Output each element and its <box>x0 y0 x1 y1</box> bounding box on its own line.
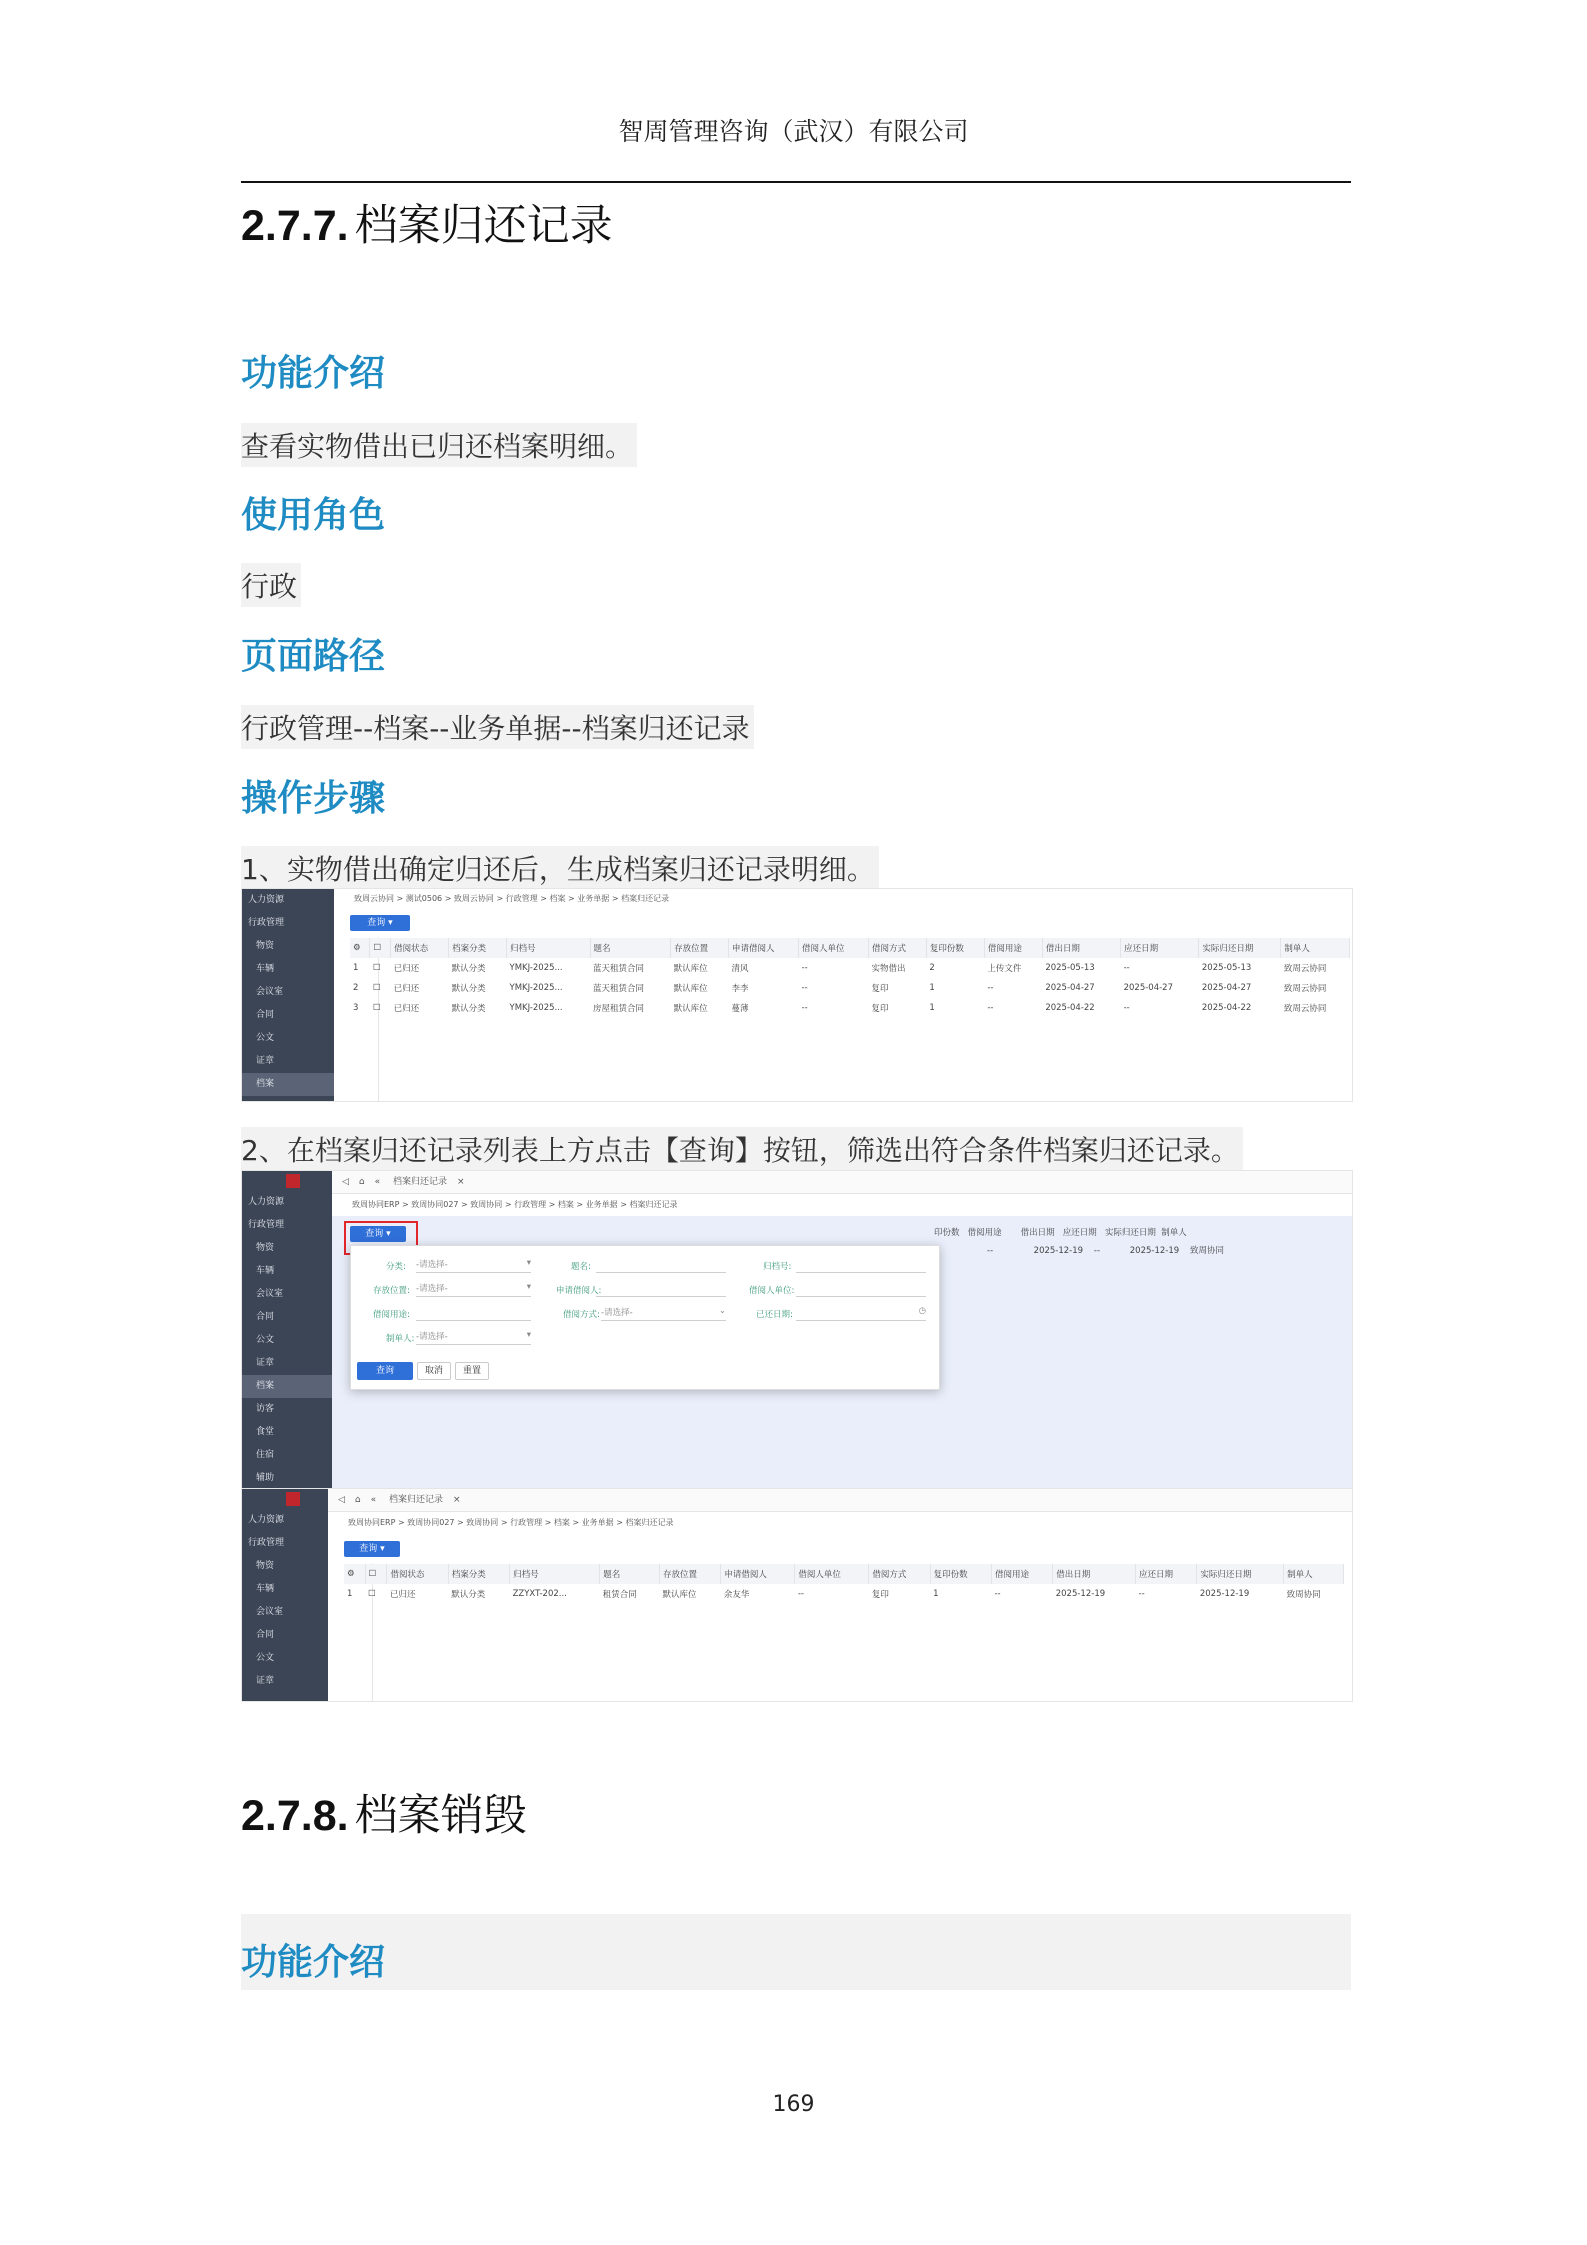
data-table <box>344 1564 1344 1604</box>
sidebar-item-document[interactable]: 公文 <box>256 1033 275 1043</box>
cell: 致周协同 <box>1189 1246 1224 1256</box>
col-header[interactable]: 档案分类 <box>449 938 507 958</box>
col-header[interactable]: 借阅用途 <box>991 1564 1052 1584</box>
sidebar-item-canteen[interactable]: 食堂 <box>256 1427 275 1437</box>
method-select[interactable] <box>601 1306 726 1321</box>
cell: 已归还 <box>393 964 420 974</box>
cell: -- <box>797 1589 804 1599</box>
chevron-down-icon: ⌄ <box>718 1306 726 1316</box>
category-select[interactable] <box>416 1258 531 1273</box>
row-checkbox[interactable]: ☐ <box>368 1589 376 1599</box>
cell: 2025-04-27 <box>1045 983 1095 993</box>
cell: 2025-05-13 <box>1045 963 1095 973</box>
query-button[interactable]: 查询 ▾ <box>350 1226 406 1242</box>
col-header[interactable]: 归档号 <box>510 1564 600 1584</box>
row-index: 1 <box>347 1589 353 1599</box>
sidebar-item-seal[interactable]: 证章 <box>256 1676 275 1686</box>
col-header[interactable]: 档案分类 <box>448 1564 509 1584</box>
sidebar-item-goods[interactable]: 物资 <box>256 1561 275 1571</box>
tab-bar <box>332 1171 1352 1194</box>
table-header-row <box>350 938 1350 958</box>
tab-close-icon[interactable]: × <box>457 1177 465 1187</box>
sidebar-item-admin[interactable]: 行政管理 <box>248 1220 285 1230</box>
unit-label: 借阅人单位: <box>749 1286 795 1296</box>
app-logo <box>242 1171 332 1191</box>
cell: 2 <box>929 963 935 973</box>
cell: YMKJ-2025... <box>509 1003 563 1013</box>
col-header[interactable]: 题名 <box>590 938 671 958</box>
col-header[interactable]: 制单人 <box>1281 938 1350 958</box>
cell: 1 <box>929 983 935 993</box>
return-date-input[interactable] <box>796 1306 926 1321</box>
col-header: 印份数 <box>934 1228 960 1238</box>
role-text: 行政 <box>241 563 301 607</box>
sidebar-item-contract[interactable]: 合同 <box>256 1312 275 1322</box>
panel-reset-button[interactable]: 重置 <box>455 1362 489 1380</box>
cell: 默认分类 <box>451 964 486 974</box>
cell: -- <box>987 1003 994 1013</box>
screenshot-query-panel <box>241 1170 1353 1490</box>
col-header[interactable]: 题名 <box>600 1564 660 1584</box>
cell: 已归还 <box>389 1590 416 1600</box>
purpose-input[interactable] <box>416 1306 531 1321</box>
creator-select-value: -请选择- <box>416 1332 448 1342</box>
sidebar-item-goods[interactable]: 物资 <box>256 941 275 951</box>
col-check[interactable]: ☐ <box>370 938 391 958</box>
applicant-input[interactable] <box>596 1282 726 1297</box>
cell: 已归还 <box>393 1004 420 1014</box>
section-title: 档案归还记录 <box>354 201 613 251</box>
cell: 复印 <box>871 1590 889 1600</box>
sidebar-item-aux[interactable]: 辅助 <box>256 1473 275 1483</box>
screenshot-list <box>241 888 1353 1102</box>
sidebar-item-vehicle[interactable]: 车辆 <box>256 1266 275 1276</box>
cell: 2025-12-19 <box>1055 1589 1106 1599</box>
cell: 2025-04-27 <box>1123 983 1173 993</box>
query-button[interactable]: 查询 ▾ <box>350 915 410 931</box>
filter-panel <box>350 1245 940 1390</box>
sidebar-item-document[interactable]: 公文 <box>256 1653 275 1663</box>
col-header[interactable]: 实际归还日期 <box>1199 938 1281 958</box>
app-logo <box>242 1489 328 1509</box>
cell: 实物借出 <box>871 964 906 974</box>
sidebar-item-seal[interactable]: 证章 <box>256 1056 275 1066</box>
steps-heading: 操作步骤 <box>241 778 386 819</box>
cell: 蓝天租赁合同 <box>593 984 645 994</box>
row-checkbox[interactable]: ☐ <box>372 983 381 993</box>
table-row[interactable] <box>987 1244 1224 1256</box>
func-heading: 功能介绍 <box>241 1942 386 1983</box>
col-index: ⚙ <box>344 1564 365 1584</box>
sidebar <box>242 1489 328 1701</box>
query-button-label: 查询 <box>367 918 386 928</box>
col-header[interactable]: 借阅用途 <box>984 938 1042 958</box>
path-heading: 页面路径 <box>241 636 386 677</box>
role-heading: 使用角色 <box>241 495 386 536</box>
col-index: ⚙ <box>350 938 370 958</box>
cell: 默认分类 <box>451 1004 486 1014</box>
cell: 2025-04-22 <box>1201 1003 1252 1013</box>
breadcrumb: 致周云协同 > 测试0506 > 致周云协同 > 行政管理 > 档案 > 业务单据 > 档案归还记录 <box>354 894 670 903</box>
creator-label: 制单人: <box>386 1334 415 1344</box>
cell: 默认分类 <box>451 1590 486 1600</box>
row-checkbox[interactable]: ☐ <box>372 963 381 973</box>
col-header: 制单人 <box>1161 1228 1187 1238</box>
sidebar-item-hr[interactable]: 人力资源 <box>248 895 285 905</box>
col-header[interactable]: 借阅人单位 <box>799 938 869 958</box>
func-heading-band <box>241 1914 1351 1990</box>
cell: 默认库位 <box>673 984 708 994</box>
row-index: 3 <box>353 1003 359 1013</box>
cell: 致周云协同 <box>1283 964 1327 974</box>
sidebar-item-lodging[interactable]: 住宿 <box>256 1450 275 1460</box>
cell: -- <box>994 1589 1001 1599</box>
table-row[interactable] <box>350 998 1350 1018</box>
col-header[interactable]: 复印份数 <box>926 938 984 958</box>
purpose-label: 借阅用途: <box>373 1310 410 1320</box>
tab-bar <box>328 1489 1352 1512</box>
col-check[interactable]: ☐ <box>365 1564 387 1584</box>
cell: 蓝天租赁合同 <box>593 964 645 974</box>
table-header-row <box>344 1564 1344 1584</box>
cell: YMKJ-2025... <box>509 983 563 993</box>
query-button[interactable]: 查询 ▾ <box>344 1541 400 1557</box>
section-number: 2.7.8. <box>241 1792 349 1840</box>
cell: 1 <box>933 1589 939 1599</box>
cell: -- <box>1123 963 1130 973</box>
creator-select[interactable] <box>416 1330 531 1345</box>
cell: 默认库位 <box>673 1004 708 1014</box>
document-header: 智周管理咨询（武汉）有限公司 <box>618 117 969 146</box>
cell: 致周云协同 <box>1283 984 1327 994</box>
title-input[interactable] <box>596 1258 726 1273</box>
sidebar-item-meeting[interactable]: 会议室 <box>256 987 284 997</box>
row-checkbox[interactable]: ☐ <box>372 1003 381 1013</box>
sidebar-item-hr[interactable]: 人力资源 <box>248 1197 285 1207</box>
method-label: 借阅方式: <box>563 1310 600 1320</box>
sidebar-item-meeting[interactable]: 会议室 <box>256 1289 284 1299</box>
sidebar-item-vehicle[interactable]: 车辆 <box>256 964 275 974</box>
cell: 清风 <box>731 964 749 974</box>
table-row[interactable] <box>350 978 1350 998</box>
chevron-down-icon: ▾ <box>526 1282 531 1292</box>
col-header: 借出日期 <box>1020 1228 1055 1238</box>
visible-columns <box>934 1226 1187 1238</box>
section-heading <box>241 192 613 253</box>
section-title: 档案销毁 <box>354 1791 527 1841</box>
home-icon[interactable]: ⌂ <box>354 1495 361 1505</box>
cell: -- <box>1093 1246 1101 1256</box>
sidebar-item-admin[interactable]: 行政管理 <box>248 1538 285 1548</box>
tab-archive-return[interactable]: 档案归还记录 <box>393 1177 448 1187</box>
cell: YMKJ-2025... <box>509 963 563 973</box>
col-header: 实际归还日期 <box>1104 1228 1156 1238</box>
location-select-value: -请选择- <box>416 1284 448 1294</box>
category-label: 分类: <box>386 1262 406 1272</box>
col-header[interactable]: 申请借阅人 <box>729 938 799 958</box>
sidebar-item-document[interactable]: 公文 <box>256 1335 275 1345</box>
cell: 租赁合同 <box>602 1590 637 1600</box>
col-header[interactable]: 实际归还日期 <box>1197 1564 1284 1584</box>
cell: -- <box>801 983 808 993</box>
sidebar <box>242 889 334 1101</box>
panel-cancel-button[interactable]: 取消 <box>417 1362 451 1380</box>
col-header: 应还日期 <box>1062 1228 1097 1238</box>
nav-back-icon[interactable]: ◁ <box>338 1495 345 1505</box>
path-text: 行政管理--档案--业务单据--档案归还记录 <box>241 705 754 749</box>
cell: 上传文件 <box>987 964 1022 974</box>
cell: -- <box>1123 1003 1130 1013</box>
collapse-icon[interactable]: « <box>370 1495 377 1505</box>
col-header[interactable]: 借阅方式 <box>868 938 926 958</box>
col-header[interactable]: 归档号 <box>507 938 591 958</box>
panel-query-button[interactable]: 查询 <box>357 1362 413 1380</box>
cell: 2025-12-19 <box>1129 1246 1180 1256</box>
tab-archive-return[interactable]: 档案归还记录 <box>389 1495 444 1505</box>
col-header[interactable]: 制单人 <box>1284 1564 1344 1584</box>
col-header[interactable]: 应还日期 <box>1121 938 1199 958</box>
cell: 默认分类 <box>451 984 486 994</box>
cell: 1 <box>929 1003 935 1013</box>
archive-no-label: 归档号: <box>763 1262 792 1272</box>
chevron-down-icon: ▾ <box>526 1330 531 1340</box>
cell: 致周云协同 <box>1283 1004 1327 1014</box>
cell: 复印 <box>871 1004 889 1014</box>
col-header[interactable]: 借阅人单位 <box>795 1564 869 1584</box>
col-header[interactable]: 应还日期 <box>1136 1564 1197 1584</box>
table-row[interactable] <box>350 958 1350 978</box>
col-header[interactable]: 借出日期 <box>1053 1564 1136 1584</box>
cell: -- <box>801 963 808 973</box>
cell: 复印 <box>871 984 889 994</box>
unit-input[interactable] <box>796 1282 926 1297</box>
data-table <box>350 938 1350 1018</box>
home-icon[interactable]: ⌂ <box>358 1177 365 1187</box>
sidebar-item-contract[interactable]: 合同 <box>256 1630 275 1640</box>
col-header[interactable]: 存放位置 <box>671 938 729 958</box>
location-select[interactable] <box>416 1282 531 1297</box>
sidebar-item-seal[interactable]: 证章 <box>256 1358 275 1368</box>
cell: ZZYXT-202... <box>512 1589 567 1599</box>
step1-text: 1、实物借出确定归还后，生成档案归还记录明细。 <box>241 846 879 890</box>
col-header[interactable]: 复印份数 <box>930 1564 991 1584</box>
col-header[interactable]: 申请借阅人 <box>721 1564 795 1584</box>
method-select-value: -请选择- <box>601 1308 633 1318</box>
sidebar-item-admin[interactable]: 行政管理 <box>248 918 285 928</box>
sidebar-item-goods[interactable]: 物资 <box>256 1243 275 1253</box>
row-index: 2 <box>353 983 359 993</box>
page-number: 169 <box>772 2092 815 2117</box>
cell: 2025-04-27 <box>1201 983 1252 993</box>
cell: 2025-05-13 <box>1201 963 1252 973</box>
col-header: 借阅用途 <box>967 1228 1002 1238</box>
sidebar-item-archive[interactable]: 档案 <box>242 1073 334 1096</box>
cell: 致周协同 <box>1286 1590 1321 1600</box>
step2-text: 2、在档案归还记录列表上方点击【查询】按钮，筛选出符合条件档案归还记录。 <box>241 1127 1243 1171</box>
collapse-icon[interactable]: « <box>374 1177 381 1187</box>
col-header[interactable]: 借阅方式 <box>869 1564 930 1584</box>
col-header[interactable]: 存放位置 <box>660 1564 721 1584</box>
query-button-label: 查询 <box>365 1229 384 1239</box>
cell: 蔓薄 <box>731 1004 749 1014</box>
func-text: 查看实物借出已归还档案明细。 <box>241 423 637 467</box>
applicant-label: 申请借阅人: <box>556 1286 602 1296</box>
col-header[interactable]: 借阅状态 <box>387 1564 448 1584</box>
cell: 房屋租赁合同 <box>593 1004 645 1014</box>
location-label: 存放位置: <box>373 1286 410 1296</box>
breadcrumb: 致周协同ERP > 致周协同027 > 致周协同 > 行政管理 > 档案 > 业务单据 > 档案归还记录 <box>352 1200 678 1209</box>
sidebar-item-meeting[interactable]: 会议室 <box>256 1607 284 1617</box>
sidebar-item-vehicle[interactable]: 车辆 <box>256 1584 275 1594</box>
query-button-label: 查询 <box>359 1544 378 1554</box>
header-divider <box>241 181 1351 183</box>
cell: -- <box>987 983 994 993</box>
breadcrumb: 致周协同ERP > 致周协同027 > 致周协同 > 行政管理 > 档案 > 业务单据 > 档案归还记录 <box>348 1518 674 1527</box>
section-heading <box>241 1782 527 1843</box>
screenshot-result <box>241 1488 1353 1702</box>
cell: 默认库位 <box>673 964 708 974</box>
category-select-value: -请选择- <box>416 1260 448 1270</box>
sidebar <box>242 1171 332 1489</box>
col-header[interactable]: 借阅状态 <box>391 938 449 958</box>
nav-back-icon[interactable]: ◁ <box>342 1177 349 1187</box>
cell: 2025-12-19 <box>1033 1246 1084 1256</box>
cell: -- <box>801 1003 808 1013</box>
cell: 李李 <box>731 984 749 994</box>
cell: 已归还 <box>393 984 420 994</box>
cell: 余友华 <box>723 1590 750 1600</box>
tab-close-icon[interactable]: × <box>453 1495 461 1505</box>
cell: 2025-04-22 <box>1045 1003 1095 1013</box>
archive-no-input[interactable] <box>796 1258 926 1273</box>
row-index: 1 <box>353 963 359 973</box>
sidebar-item-visitor[interactable]: 访客 <box>256 1404 275 1414</box>
cell: -- <box>987 1246 994 1256</box>
func-heading: 功能介绍 <box>241 353 386 394</box>
col-header[interactable]: 借出日期 <box>1042 938 1120 958</box>
sidebar-item-contract[interactable]: 合同 <box>256 1010 275 1020</box>
clock-icon: ◷ <box>918 1306 926 1316</box>
section-number: 2.7.7. <box>241 202 349 250</box>
cell: 2025-12-19 <box>1199 1589 1250 1599</box>
title-label: 题名: <box>571 1262 591 1272</box>
cell: 默认库位 <box>662 1590 697 1600</box>
chevron-down-icon: ▾ <box>526 1258 531 1268</box>
cell: -- <box>1138 1589 1145 1599</box>
return-date-label: 已还日期: <box>756 1310 793 1320</box>
sidebar-item-archive[interactable]: 档案 <box>242 1375 332 1398</box>
table-row[interactable] <box>344 1584 1344 1604</box>
sidebar-item-hr[interactable]: 人力资源 <box>248 1515 285 1525</box>
